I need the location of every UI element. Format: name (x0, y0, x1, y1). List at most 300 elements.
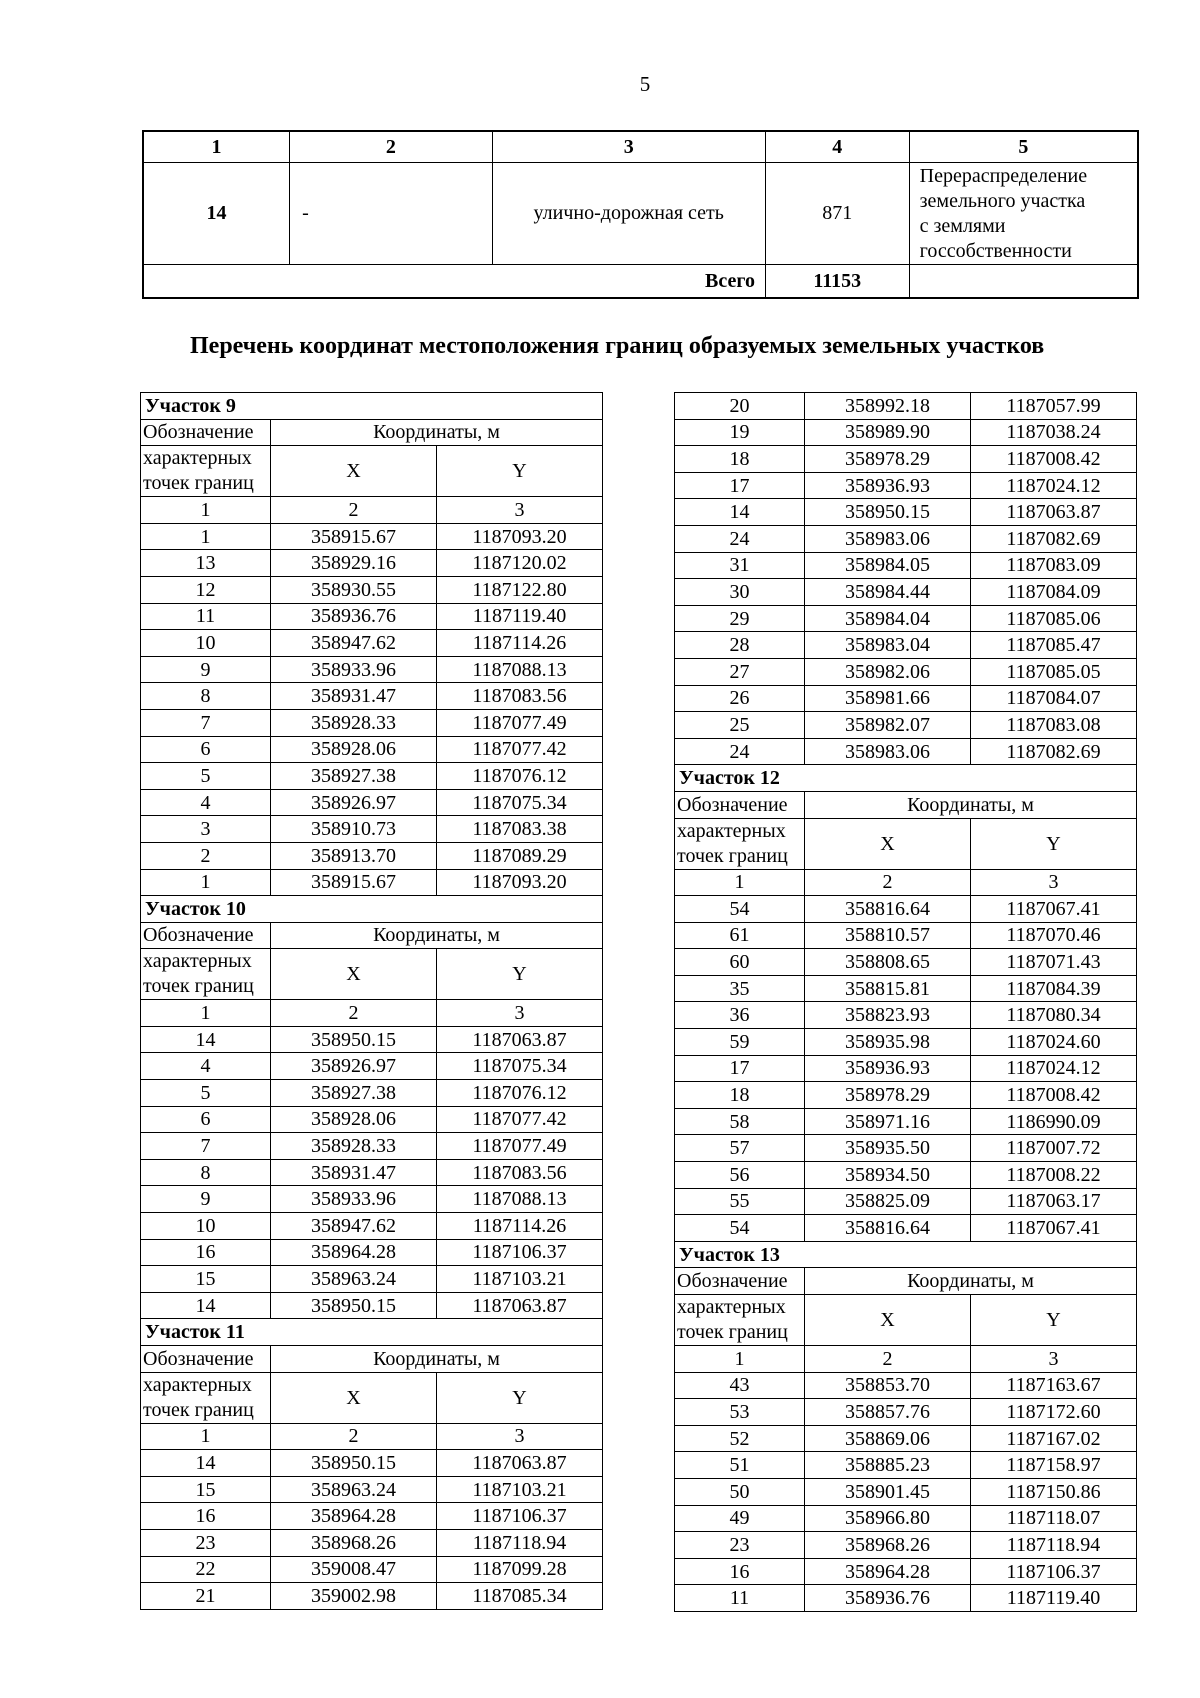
column-number: 1 (675, 869, 805, 896)
column-number: 3 (971, 1346, 1137, 1373)
point-id: 4 (141, 1053, 271, 1080)
y-value: 1187085.34 (437, 1583, 603, 1610)
cell-dash: - (290, 163, 492, 265)
y-value: 1187084.39 (971, 975, 1137, 1002)
y-value: 1187083.56 (437, 683, 603, 710)
point-id: 6 (141, 1106, 271, 1133)
point-id: 23 (675, 1532, 805, 1559)
point-id: 35 (675, 975, 805, 1002)
y-value: 1187063.87 (437, 1026, 603, 1053)
point-id: 27 (675, 658, 805, 685)
table-row (675, 1108, 1137, 1135)
table-row (675, 446, 1137, 473)
point-id: 17 (675, 1055, 805, 1082)
y-value: 1187099.28 (437, 1556, 603, 1583)
table-row (675, 975, 1137, 1002)
label-line: точек границ (677, 1321, 788, 1343)
point-id: 1 (141, 869, 271, 896)
x-label: X (805, 1295, 971, 1346)
point-id: 52 (675, 1425, 805, 1452)
y-value: 1187038.24 (971, 419, 1137, 446)
point-id: 12 (141, 576, 271, 603)
table-row (675, 419, 1137, 446)
table-row (141, 1053, 603, 1080)
x-label: X (271, 446, 437, 497)
table-row (141, 842, 603, 869)
point-id: 57 (675, 1135, 805, 1162)
column-number-row (675, 869, 1137, 896)
area-value: 871 (765, 163, 909, 265)
x-label: X (805, 818, 971, 869)
y-value: 1187024.60 (971, 1029, 1137, 1056)
y-value: 1187093.20 (437, 869, 603, 896)
x-value: 358963.24 (271, 1266, 437, 1293)
table-row (141, 1266, 603, 1293)
y-value: 1187077.42 (437, 736, 603, 763)
coordinates-table-right (674, 392, 1137, 1612)
point-id: 58 (675, 1108, 805, 1135)
point-id: 18 (675, 1082, 805, 1109)
point-id: 56 (675, 1162, 805, 1189)
point-id: 5 (141, 763, 271, 790)
table-row (675, 1135, 1137, 1162)
x-value: 358857.76 (805, 1399, 971, 1426)
y-value: 1187167.02 (971, 1425, 1137, 1452)
y-value: 1187024.12 (971, 472, 1137, 499)
table-row (675, 658, 1137, 685)
table-row (675, 1002, 1137, 1029)
point-id: 15 (141, 1266, 271, 1293)
x-value: 358968.26 (805, 1532, 971, 1559)
y-label: Y (437, 949, 603, 1000)
x-value: 358983.04 (805, 632, 971, 659)
y-value: 1187118.94 (437, 1529, 603, 1556)
y-value: 1187103.21 (437, 1476, 603, 1503)
label-line: характерных (677, 1296, 786, 1318)
y-value: 1187067.41 (971, 1215, 1137, 1242)
y-label: Y (971, 1295, 1137, 1346)
table-row (675, 738, 1137, 765)
point-id: 23 (141, 1529, 271, 1556)
table-row (141, 709, 603, 736)
point-id: 30 (675, 579, 805, 606)
point-id: 16 (141, 1239, 271, 1266)
point-id: 26 (675, 685, 805, 712)
table-row (675, 1558, 1137, 1585)
header-row (675, 791, 1137, 818)
point-id: 19 (675, 419, 805, 446)
x-value: 358915.67 (271, 523, 437, 550)
point-id: 10 (141, 1213, 271, 1240)
table-row (675, 472, 1137, 499)
y-value: 1187118.07 (971, 1505, 1137, 1532)
x-value: 358853.70 (805, 1372, 971, 1399)
table-row (675, 685, 1137, 712)
coordinates-label: Координаты, м (805, 1268, 1137, 1295)
section-title: Участок 10 (141, 896, 603, 923)
table-row (141, 789, 603, 816)
table-row (675, 896, 1137, 923)
x-value: 358808.65 (805, 949, 971, 976)
points-label (675, 1295, 805, 1346)
y-value: 1187089.29 (437, 842, 603, 869)
x-value: 358936.93 (805, 472, 971, 499)
designation-label: Обозначение (675, 791, 805, 818)
point-id: 54 (675, 1215, 805, 1242)
column-number-row (141, 1423, 603, 1450)
y-value: 1187084.09 (971, 579, 1137, 606)
y-label: Y (971, 818, 1137, 869)
table-row (675, 632, 1137, 659)
header-cell: 5 (909, 131, 1138, 163)
y-value: 1187008.42 (971, 1082, 1137, 1109)
y-value: 1187070.46 (971, 922, 1137, 949)
x-value: 358983.06 (805, 738, 971, 765)
point-id: 28 (675, 632, 805, 659)
y-value: 1187119.40 (437, 603, 603, 630)
total-label: Всего (143, 265, 765, 299)
point-id: 18 (675, 446, 805, 473)
x-value: 358989.90 (805, 419, 971, 446)
x-value: 358984.05 (805, 552, 971, 579)
x-value: 358964.28 (271, 1503, 437, 1530)
x-value: 358981.66 (805, 685, 971, 712)
x-value: 358978.29 (805, 446, 971, 473)
table-row (675, 712, 1137, 739)
x-value: 358913.70 (271, 842, 437, 869)
table-row (675, 499, 1137, 526)
point-id: 2 (141, 842, 271, 869)
table-row (141, 1583, 603, 1610)
point-id: 25 (675, 712, 805, 739)
y-value: 1187106.37 (437, 1239, 603, 1266)
table-row (675, 579, 1137, 606)
x-value: 358968.26 (271, 1529, 437, 1556)
x-value: 358928.33 (271, 1133, 437, 1160)
x-label: X (271, 949, 437, 1000)
table-row (675, 1372, 1137, 1399)
x-value: 359002.98 (271, 1583, 437, 1610)
column-number-row (141, 497, 603, 524)
column-number: 2 (805, 869, 971, 896)
point-id: 7 (141, 709, 271, 736)
y-value: 1187158.97 (971, 1452, 1137, 1479)
header-cell: 1 (143, 131, 290, 163)
point-id: 16 (675, 1558, 805, 1585)
y-value: 1187088.13 (437, 656, 603, 683)
label-line: точек границ (143, 472, 254, 495)
note-line: с землями (919, 214, 1006, 237)
points-label (141, 949, 271, 1000)
section-title: Участок 12 (675, 765, 1137, 792)
point-id: 7 (141, 1133, 271, 1160)
area-table-row (143, 163, 1138, 265)
y-value: 1187085.47 (971, 632, 1137, 659)
point-id: 14 (141, 1292, 271, 1319)
y-value: 1187114.26 (437, 630, 603, 657)
section-title-row (141, 393, 603, 420)
table-row (675, 1532, 1137, 1559)
designation-label: Обозначение (675, 1268, 805, 1295)
point-id: 43 (675, 1372, 805, 1399)
point-id: 17 (675, 472, 805, 499)
x-value: 358910.73 (271, 816, 437, 843)
y-value: 1187063.87 (971, 499, 1137, 526)
points-label (675, 818, 805, 869)
y-value: 1187150.86 (971, 1478, 1137, 1505)
y-value: 1187057.99 (971, 393, 1137, 420)
table-row (141, 1556, 603, 1583)
point-id: 61 (675, 922, 805, 949)
x-value: 358816.64 (805, 896, 971, 923)
table-row (675, 525, 1137, 552)
x-value: 358816.64 (805, 1215, 971, 1242)
x-value: 358927.38 (271, 763, 437, 790)
x-value: 358984.04 (805, 605, 971, 632)
table-row (141, 1239, 603, 1266)
table-row (675, 1029, 1137, 1056)
column-number: 1 (141, 1000, 271, 1027)
x-value: 358928.06 (271, 1106, 437, 1133)
x-value: 358934.50 (805, 1162, 971, 1189)
point-id: 9 (141, 1186, 271, 1213)
y-value: 1187071.43 (971, 949, 1137, 976)
section-title-row (675, 765, 1137, 792)
table-row (675, 393, 1137, 420)
y-value: 1187106.37 (437, 1503, 603, 1530)
table-row (141, 1026, 603, 1053)
table-row (141, 576, 603, 603)
header-row (141, 419, 603, 446)
x-value: 358929.16 (271, 550, 437, 577)
x-value: 358933.96 (271, 1186, 437, 1213)
point-id: 54 (675, 896, 805, 923)
table-row (141, 630, 603, 657)
section-title: Участок 13 (675, 1241, 1137, 1268)
y-value: 1187114.26 (437, 1213, 603, 1240)
point-id: 8 (141, 1159, 271, 1186)
table-row (141, 603, 603, 630)
x-label: X (271, 1372, 437, 1423)
coordinates-table-left (140, 392, 603, 1610)
coordinates-label: Координаты, м (271, 922, 603, 949)
point-id: 49 (675, 1505, 805, 1532)
point-id: 14 (141, 1450, 271, 1477)
x-value: 358992.18 (805, 393, 971, 420)
section-title-row (141, 1319, 603, 1346)
table-row (141, 1106, 603, 1133)
table-row (675, 1188, 1137, 1215)
plot-number: 14 (143, 163, 290, 265)
point-id: 60 (675, 949, 805, 976)
table-row (141, 1503, 603, 1530)
y-value: 1187077.49 (437, 709, 603, 736)
x-value: 358915.67 (271, 869, 437, 896)
x-value: 358926.97 (271, 789, 437, 816)
point-id: 53 (675, 1399, 805, 1426)
y-value: 1187067.41 (971, 896, 1137, 923)
y-value: 1187163.67 (971, 1372, 1137, 1399)
y-value: 1187172.60 (971, 1399, 1137, 1426)
table-row (141, 1133, 603, 1160)
x-value: 358971.16 (805, 1108, 971, 1135)
column-number: 1 (675, 1346, 805, 1373)
point-id: 1 (141, 523, 271, 550)
header-row (141, 1346, 603, 1373)
x-value: 358982.07 (805, 712, 971, 739)
y-value: 1187077.42 (437, 1106, 603, 1133)
x-value: 358964.28 (271, 1239, 437, 1266)
y-value: 1187063.87 (437, 1292, 603, 1319)
x-value: 358815.81 (805, 975, 971, 1002)
label-line: точек границ (677, 844, 788, 867)
column-number: 3 (971, 869, 1137, 896)
point-id: 11 (675, 1585, 805, 1612)
label-line: характерных (143, 950, 252, 973)
x-value: 358950.15 (271, 1026, 437, 1053)
table-row (141, 816, 603, 843)
label-line: характерных (143, 447, 252, 470)
table-row (675, 552, 1137, 579)
x-value: 358825.09 (805, 1188, 971, 1215)
x-value: 358936.76 (805, 1585, 971, 1612)
x-value: 358978.29 (805, 1082, 971, 1109)
x-value: 358984.44 (805, 579, 971, 606)
y-value: 1187083.38 (437, 816, 603, 843)
x-value: 358885.23 (805, 1452, 971, 1479)
point-id: 13 (141, 550, 271, 577)
table-row (675, 1478, 1137, 1505)
y-value: 1187093.20 (437, 523, 603, 550)
header-cell: 4 (765, 131, 909, 163)
land-use: улично-дорожная сеть (492, 163, 765, 265)
x-value: 358928.06 (271, 736, 437, 763)
y-value: 1187088.13 (437, 1186, 603, 1213)
x-value: 358983.06 (805, 525, 971, 552)
table-row (675, 949, 1137, 976)
point-id: 29 (675, 605, 805, 632)
y-value: 1187076.12 (437, 763, 603, 790)
table-row (675, 1162, 1137, 1189)
x-value: 358869.06 (805, 1425, 971, 1452)
area-table-header (143, 131, 1138, 163)
table-row (141, 763, 603, 790)
column-number: 2 (271, 1000, 437, 1027)
table-row (675, 1425, 1137, 1452)
column-number-row (675, 1346, 1137, 1373)
coordinates-label: Координаты, м (271, 1346, 603, 1373)
x-value: 358810.57 (805, 922, 971, 949)
y-value: 1187118.94 (971, 1532, 1137, 1559)
x-value: 358950.15 (271, 1450, 437, 1477)
table-row (141, 1213, 603, 1240)
point-id: 50 (675, 1478, 805, 1505)
y-value: 1187077.49 (437, 1133, 603, 1160)
x-value: 358930.55 (271, 576, 437, 603)
table-row (141, 1529, 603, 1556)
points-label (141, 1372, 271, 1423)
column-number: 2 (805, 1346, 971, 1373)
x-value: 358933.96 (271, 656, 437, 683)
y-value: 1187119.40 (971, 1585, 1137, 1612)
label-line: характерных (143, 1373, 252, 1396)
y-value: 1187080.34 (971, 1002, 1137, 1029)
column-number: 1 (141, 1423, 271, 1450)
y-value: 1187120.02 (437, 550, 603, 577)
note-line: госсобственности (919, 239, 1072, 262)
point-id: 22 (141, 1556, 271, 1583)
y-value: 1187063.87 (437, 1450, 603, 1477)
section-heading: Перечень координат местоположения границ образуемых земельных участков (190, 333, 1045, 359)
point-id: 6 (141, 736, 271, 763)
point-id: 8 (141, 683, 271, 710)
table-row (675, 1055, 1137, 1082)
point-id: 31 (675, 552, 805, 579)
x-value: 358935.50 (805, 1135, 971, 1162)
column-number: 3 (437, 497, 603, 524)
x-value: 358901.45 (805, 1478, 971, 1505)
empty-cell (909, 265, 1138, 299)
coordinates-label: Координаты, м (805, 791, 1137, 818)
x-value: 358927.38 (271, 1080, 437, 1107)
table-row (675, 1452, 1137, 1479)
y-value: 1187083.56 (437, 1159, 603, 1186)
table-row (141, 550, 603, 577)
x-value: 358982.06 (805, 658, 971, 685)
y-value: 1187103.21 (437, 1266, 603, 1293)
header-cell: 3 (492, 131, 765, 163)
points-label (141, 446, 271, 497)
point-id: 14 (141, 1026, 271, 1053)
table-row (141, 1159, 603, 1186)
x-value: 358936.76 (271, 603, 437, 630)
point-id: 5 (141, 1080, 271, 1107)
section-title-row (141, 896, 603, 923)
x-value: 358963.24 (271, 1476, 437, 1503)
table-row (141, 656, 603, 683)
table-row (675, 1082, 1137, 1109)
table-row (141, 1476, 603, 1503)
y-value: 1187083.09 (971, 552, 1137, 579)
designation-label: Обозначение (141, 1346, 271, 1373)
x-value: 358935.98 (805, 1029, 971, 1056)
y-value: 1187085.06 (971, 605, 1137, 632)
y-value: 1187085.05 (971, 658, 1137, 685)
table-row (141, 683, 603, 710)
header-row (675, 1268, 1137, 1295)
y-value: 1187076.12 (437, 1080, 603, 1107)
header-row (141, 922, 603, 949)
point-id: 3 (141, 816, 271, 843)
table-row (141, 1292, 603, 1319)
coordinates-label: Координаты, м (271, 419, 603, 446)
label-line: точек границ (143, 1398, 254, 1421)
note-line: земельного участка (919, 189, 1086, 212)
y-value: 1187122.80 (437, 576, 603, 603)
x-value: 358950.15 (271, 1292, 437, 1319)
y-value: 1187082.69 (971, 738, 1137, 765)
point-id: 55 (675, 1188, 805, 1215)
area-table (142, 130, 1139, 299)
table-row (675, 1399, 1137, 1426)
y-value: 1187106.37 (971, 1558, 1137, 1585)
point-id: 20 (675, 393, 805, 420)
label-line: точек границ (143, 975, 254, 998)
point-id: 11 (141, 603, 271, 630)
column-number: 1 (141, 497, 271, 524)
table-row (141, 1080, 603, 1107)
y-value: 1187008.22 (971, 1162, 1137, 1189)
